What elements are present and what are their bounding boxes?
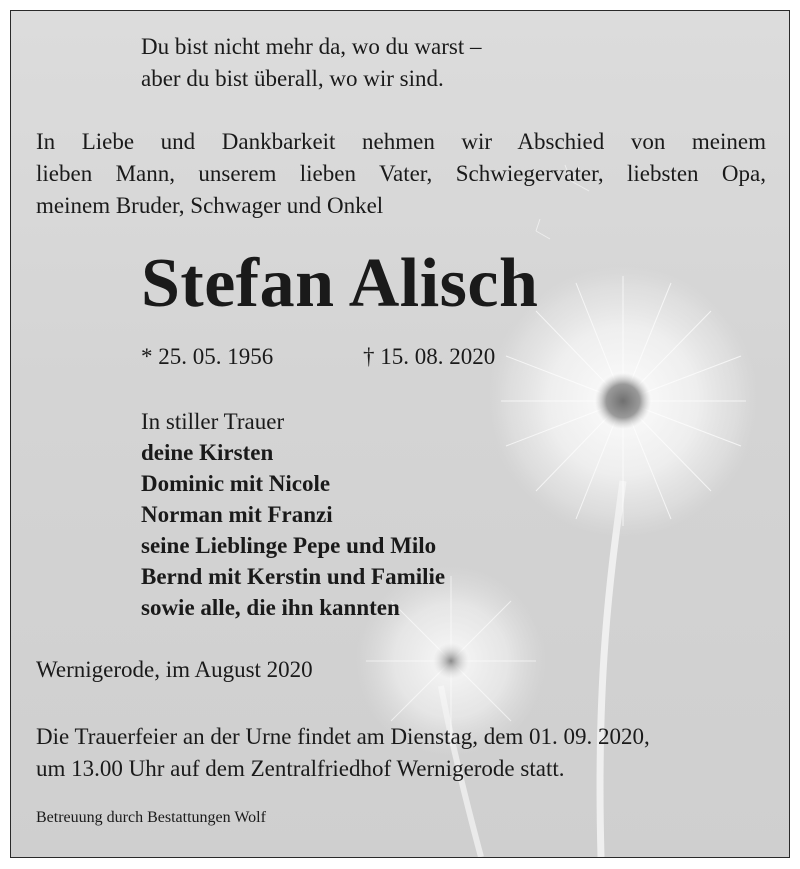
- obituary-notice: [10, 10, 790, 858]
- deceased-name: Stefan Alisch: [141, 245, 539, 322]
- place-date: Wernigerode, im August 2020: [36, 657, 313, 682]
- intro-line: meinem Bruder, Schwager und Onkel: [36, 193, 384, 218]
- intro-text: [36, 126, 766, 222]
- funeral-line: um 13.00 Uhr auf dem Zentralfriedhof Wernigerode statt.: [36, 756, 565, 781]
- motto-line: Du bist nicht mehr da, wo du warst –: [141, 34, 482, 59]
- mourner-name: sowie alle, die ihn kannten: [141, 595, 400, 620]
- mourner-name: deine Kirsten: [141, 440, 274, 465]
- intro-line: lieben Mann, unserem lieben Vater, Schwiegervater, liebsten Opa,: [36, 161, 766, 186]
- motto-line: aber du bist überall, wo wir sind.: [141, 66, 444, 91]
- mourner-name: Norman mit Franzi: [141, 502, 333, 527]
- mourners-list: [141, 406, 445, 623]
- death-date: † 15. 08. 2020: [363, 344, 496, 369]
- mourners-intro: In stiller Trauer: [141, 409, 285, 434]
- mourner-name: seine Lieblinge Pepe und Milo: [141, 533, 437, 558]
- intro-line: In Liebe und Dankbarkeit nehmen wir Abschied von meinem: [36, 129, 766, 154]
- mourner-name: Dominic mit Nicole: [141, 471, 331, 496]
- mourner-name: Bernd mit Kerstin und Familie: [141, 564, 446, 589]
- motto: [141, 31, 481, 95]
- funeral-line: Die Trauerfeier an der Urne findet am Dienstag, dem 01. 09. 2020,: [36, 724, 650, 749]
- birth-date: * 25. 05. 1956: [141, 344, 274, 369]
- undertaker-credit: Betreuung durch Bestattungen Wolf: [36, 809, 266, 826]
- funeral-info: [36, 721, 650, 785]
